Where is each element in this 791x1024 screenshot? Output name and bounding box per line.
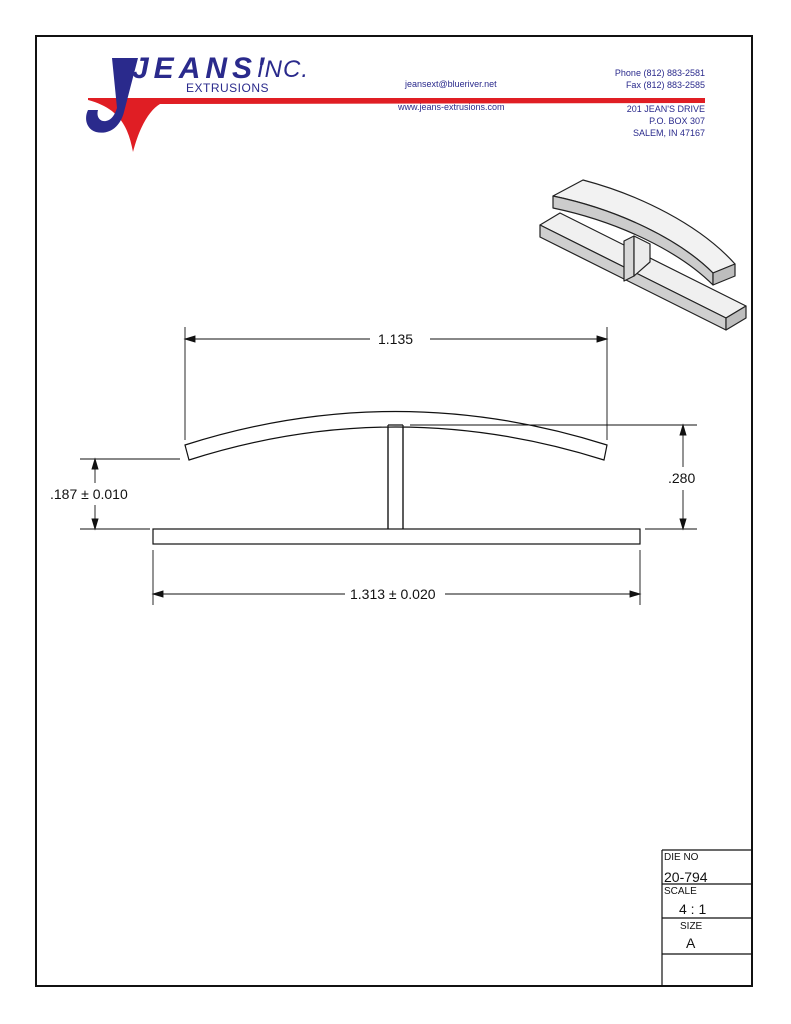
profile-arched-cap xyxy=(185,412,607,461)
dimension-left-height: .187 ± 0.010 xyxy=(50,486,128,502)
address-line-1: 201 JEAN'S DRIVE xyxy=(626,104,705,114)
company-division: EXTRUSIONS xyxy=(186,81,270,95)
profile-drawing xyxy=(153,412,640,545)
profile-left-web xyxy=(388,425,403,529)
size-label: SIZE xyxy=(680,921,703,932)
company-website[interactable]: www.jeans-extrusions.com xyxy=(398,102,505,112)
dimension-top-width: 1.135 xyxy=(378,331,414,347)
dimension-bottom-width: 1.313 ± 0.020 xyxy=(350,586,436,602)
die-no-value: 20-794 xyxy=(664,869,708,885)
company-name: JEANS' xyxy=(132,52,270,85)
profile-base-flange xyxy=(153,529,640,544)
iso-web-face xyxy=(624,236,634,281)
scale-label: SCALE xyxy=(664,886,697,897)
logo-red-swoosh xyxy=(88,98,705,152)
address-line-3: SALEM, IN 47167 xyxy=(632,128,705,138)
die-no-label: DIE NO xyxy=(664,852,699,863)
address-line-2: P.O. BOX 307 xyxy=(649,116,705,126)
address-block xyxy=(627,103,705,139)
size-value: A xyxy=(686,935,696,951)
isometric-part-view xyxy=(540,180,746,330)
phone-number: Phone (812) 883-2581 xyxy=(614,68,705,78)
contact-block xyxy=(615,67,705,91)
company-suffix: INC. xyxy=(257,56,309,83)
dimension-right-height: .280 xyxy=(668,470,696,486)
company-email[interactable]: jeansext@blueriver.net xyxy=(405,79,497,89)
scale-value: 4 : 1 xyxy=(679,901,707,917)
fax-number: Fax (812) 883-2585 xyxy=(625,80,705,90)
